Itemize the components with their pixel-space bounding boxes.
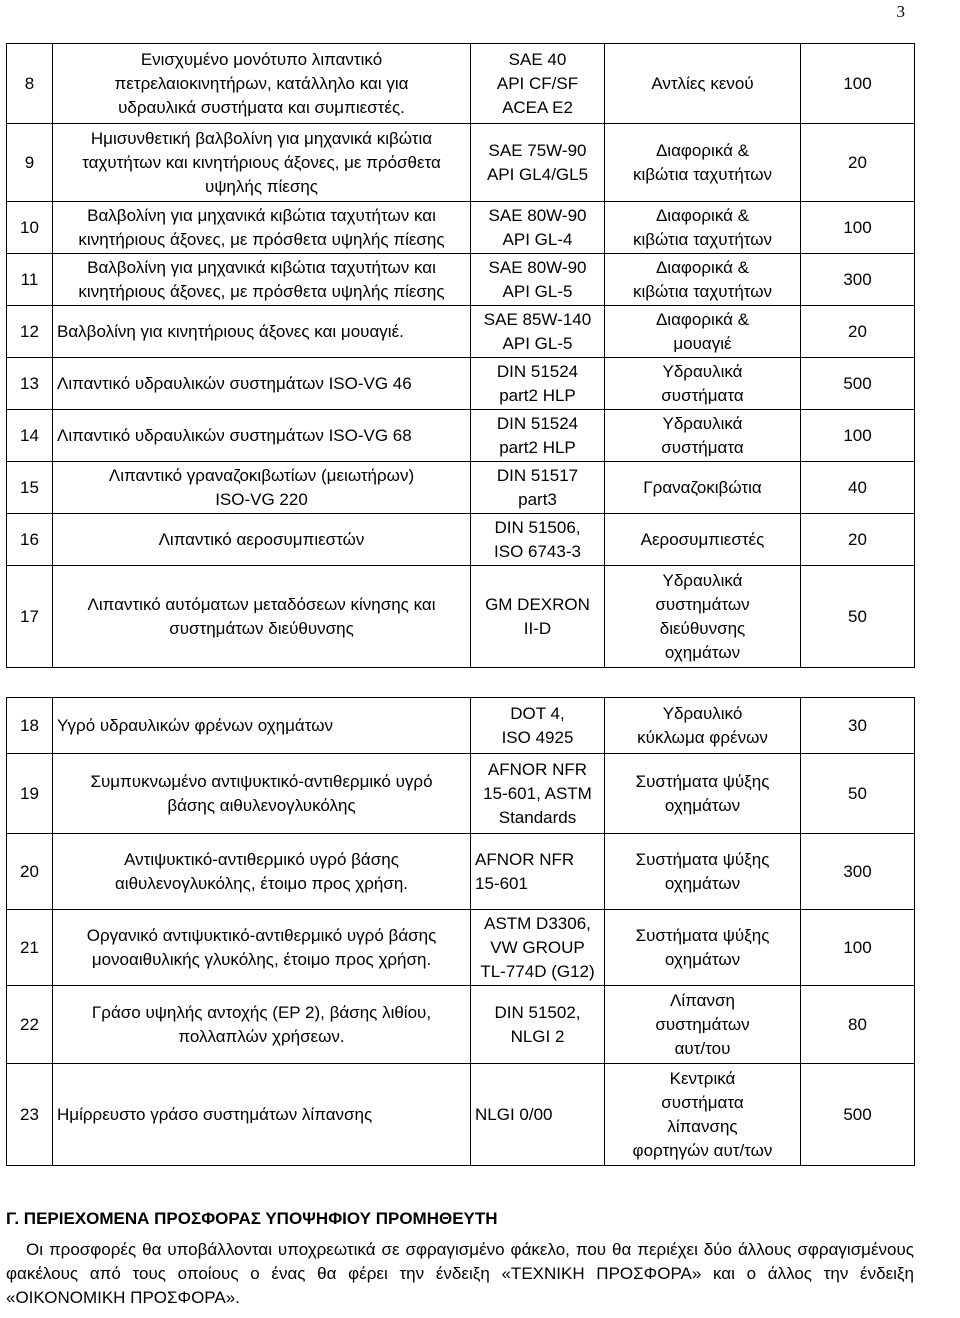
item-description: Βαλβολίνη για μηχανικά κιβώτια ταχυτήτων και κινητήριους άξονες, με πρόσθετα υψηλής πίεσης [53, 254, 471, 306]
table-row [7, 754, 915, 834]
item-number: 23 [7, 1064, 53, 1166]
table-row [7, 834, 915, 910]
item-quantity: 100 [801, 410, 915, 462]
item-quantity: 80 [801, 986, 915, 1064]
item-description: Ημισυνθετική βαλβολίνη για μηχανικά κιβώτια ταχυτήτων και κινητήριους άξονες, με πρόσθετα υψηλής πίεσης [53, 124, 471, 202]
item-specification: DIN 51524 part2 HLP [471, 358, 605, 410]
item-quantity: 40 [801, 462, 915, 514]
table-row [7, 986, 915, 1064]
table-row [7, 202, 915, 254]
section-title: Γ. ΠΕΡΙΕΧΟΜΕΝΑ ΠΡΟΣΦΟΡΑΣ ΥΠΟΨΗΦΙΟΥ ΠΡΟΜΗΘΕΥΤΗ [6, 1209, 498, 1228]
item-number: 15 [7, 462, 53, 514]
page-number: 3 [896, 2, 905, 21]
offer-contents-section [6, 1208, 914, 1310]
item-number: 14 [7, 410, 53, 462]
item-application: Υδραυλικό κύκλωμα φρένων [605, 698, 801, 754]
table-row [7, 410, 915, 462]
table-row [7, 514, 915, 566]
item-application: Διαφορικά & κιβώτια ταχυτήτων [605, 202, 801, 254]
item-application: Υδραυλικά συστημάτων διεύθυνσης οχημάτων [605, 566, 801, 668]
item-specification: NLGI 0/00 [471, 1064, 605, 1166]
item-number: 11 [7, 254, 53, 306]
item-application: Διαφορικά & κιβώτια ταχυτήτων [605, 124, 801, 202]
item-description: Ενισχυμένο μονότυπο λιπαντικό πετρελαιοκινητήρων, κατάλληλο και για υδραυλικά συστήματα και συμπιεστές. [53, 44, 471, 124]
item-quantity: 500 [801, 1064, 915, 1166]
table-row [7, 306, 915, 358]
item-description: Βαλβολίνη για κινητήριους άξονες και μουαγιέ. [53, 306, 471, 358]
item-quantity: 20 [801, 306, 915, 358]
item-description: Γράσο υψηλής αντοχής (EP 2), βάσης λιθίου, πολλαπλών χρήσεων. [53, 986, 471, 1064]
lubricants-table-part1 [6, 43, 915, 668]
item-quantity: 500 [801, 358, 915, 410]
item-description: Λιπαντικό γραναζοκιβωτίων (μειωτήρων) ISO-VG 220 [53, 462, 471, 514]
item-specification: SAE 80W-90 API GL-5 [471, 254, 605, 306]
item-specification: AFNOR NFR 15-601 [471, 834, 605, 910]
item-specification: DIN 51517 part3 [471, 462, 605, 514]
table-row [7, 358, 915, 410]
item-number: 10 [7, 202, 53, 254]
item-number: 18 [7, 698, 53, 754]
item-application: Συστήματα ψύξης οχημάτων [605, 910, 801, 986]
item-application: Υδραυλικά συστήματα [605, 358, 801, 410]
lubricants-table-part2 [6, 697, 915, 1166]
item-description: Βαλβολίνη για μηχανικά κιβώτια ταχυτήτων και κινητήριους άξονες, με πρόσθετα υψηλής πίεσης [53, 202, 471, 254]
item-number: 12 [7, 306, 53, 358]
item-application: Κεντρικά συστήματα λίπανσης φορτηγών αυτ/των [605, 1064, 801, 1166]
table-row [7, 698, 915, 754]
item-specification: SAE 75W-90 API GL4/GL5 [471, 124, 605, 202]
table-row [7, 1064, 915, 1166]
item-description: Υγρό υδραυλικών φρένων οχημάτων [53, 698, 471, 754]
item-application: Αντλίες κενού [605, 44, 801, 124]
item-application: Λίπανση συστημάτων αυτ/του [605, 986, 801, 1064]
item-specification: DIN 51524 part2 HLP [471, 410, 605, 462]
item-number: 13 [7, 358, 53, 410]
item-application: Γραναζοκιβώτια [605, 462, 801, 514]
item-description: Λιπαντικό υδραυλικών συστημάτων ISO-VG 46 [53, 358, 471, 410]
item-description: Λιπαντικό αυτόματων μεταδόσεων κίνησης και συστημάτων διεύθυνσης [53, 566, 471, 668]
item-specification: AFNOR NFR 15-601, ASTM Standards [471, 754, 605, 834]
item-quantity: 50 [801, 566, 915, 668]
item-application: Διαφορικά & κιβώτια ταχυτήτων [605, 254, 801, 306]
item-quantity: 50 [801, 754, 915, 834]
item-number: 19 [7, 754, 53, 834]
item-quantity: 300 [801, 254, 915, 306]
item-application: Διαφορικά & μουαγιέ [605, 306, 801, 358]
table-row [7, 254, 915, 306]
item-number: 16 [7, 514, 53, 566]
item-number: 20 [7, 834, 53, 910]
item-description: Ημίρρευστο γράσο συστημάτων λίπανσης [53, 1064, 471, 1166]
item-quantity: 100 [801, 910, 915, 986]
item-number: 22 [7, 986, 53, 1064]
item-application: Συστήματα ψύξης οχημάτων [605, 754, 801, 834]
item-specification: SAE 85W-140 API GL-5 [471, 306, 605, 358]
item-specification: DIN 51502, NLGI 2 [471, 986, 605, 1064]
table-row [7, 462, 915, 514]
item-specification: DIN 51506, ISO 6743-3 [471, 514, 605, 566]
item-number: 9 [7, 124, 53, 202]
item-description: Λιπαντικό υδραυλικών συστημάτων ISO-VG 68 [53, 410, 471, 462]
item-specification: SAE 40 API CF/SF ACEA E2 [471, 44, 605, 124]
item-application: Αεροσυμπιεστές [605, 514, 801, 566]
table-row [7, 910, 915, 986]
item-specification: SAE 80W-90 API GL-4 [471, 202, 605, 254]
table-row [7, 566, 915, 668]
item-description: Αντιψυκτικό-αντιθερμικό υγρό βάσης αιθυλενογλυκόλης, έτοιμο προς χρήση. [53, 834, 471, 910]
item-application: Υδραυλικά συστήματα [605, 410, 801, 462]
item-description: Συμπυκνωμένο αντιψυκτικό-αντιθερμικό υγρό βάσης αιθυλενογλυκόλης [53, 754, 471, 834]
item-specification: ASTM D3306, VW GROUP TL-774D (G12) [471, 910, 605, 986]
item-number: 8 [7, 44, 53, 124]
item-number: 17 [7, 566, 53, 668]
item-quantity: 20 [801, 514, 915, 566]
item-description: Λιπαντικό αεροσυμπιεστών [53, 514, 471, 566]
table-row [7, 44, 915, 124]
item-application: Συστήματα ψύξης οχημάτων [605, 834, 801, 910]
item-quantity: 30 [801, 698, 915, 754]
item-description: Οργανικό αντιψυκτικό-αντιθερμικό υγρό βάσης μονοαιθυλικής γλυκόλης, έτοιμο προς χρήση. [53, 910, 471, 986]
item-specification: DOT 4, ISO 4925 [471, 698, 605, 754]
table-row [7, 124, 915, 202]
item-specification: GM DEXRON II-D [471, 566, 605, 668]
section-paragraph: Οι προσφορές θα υποβάλλονται υποχρεωτικά σε σφραγισμένο φάκελο, που θα περιέχει δύο άλλους σφραγισμένους φακέλους από τους οποίους ο ένας θα φέρει την ένδειξη «ΤΕΧΝΙΚΗ ΠΡΟΣΦΟΡΑ» και ο άλλος την ένδειξη «ΟΙΚΟΝΟΜΙΚΗ ΠΡΟΣΦΟΡΑ». [6, 1240, 914, 1307]
item-quantity: 100 [801, 44, 915, 124]
item-quantity: 20 [801, 124, 915, 202]
item-quantity: 300 [801, 834, 915, 910]
item-number: 21 [7, 910, 53, 986]
item-quantity: 100 [801, 202, 915, 254]
